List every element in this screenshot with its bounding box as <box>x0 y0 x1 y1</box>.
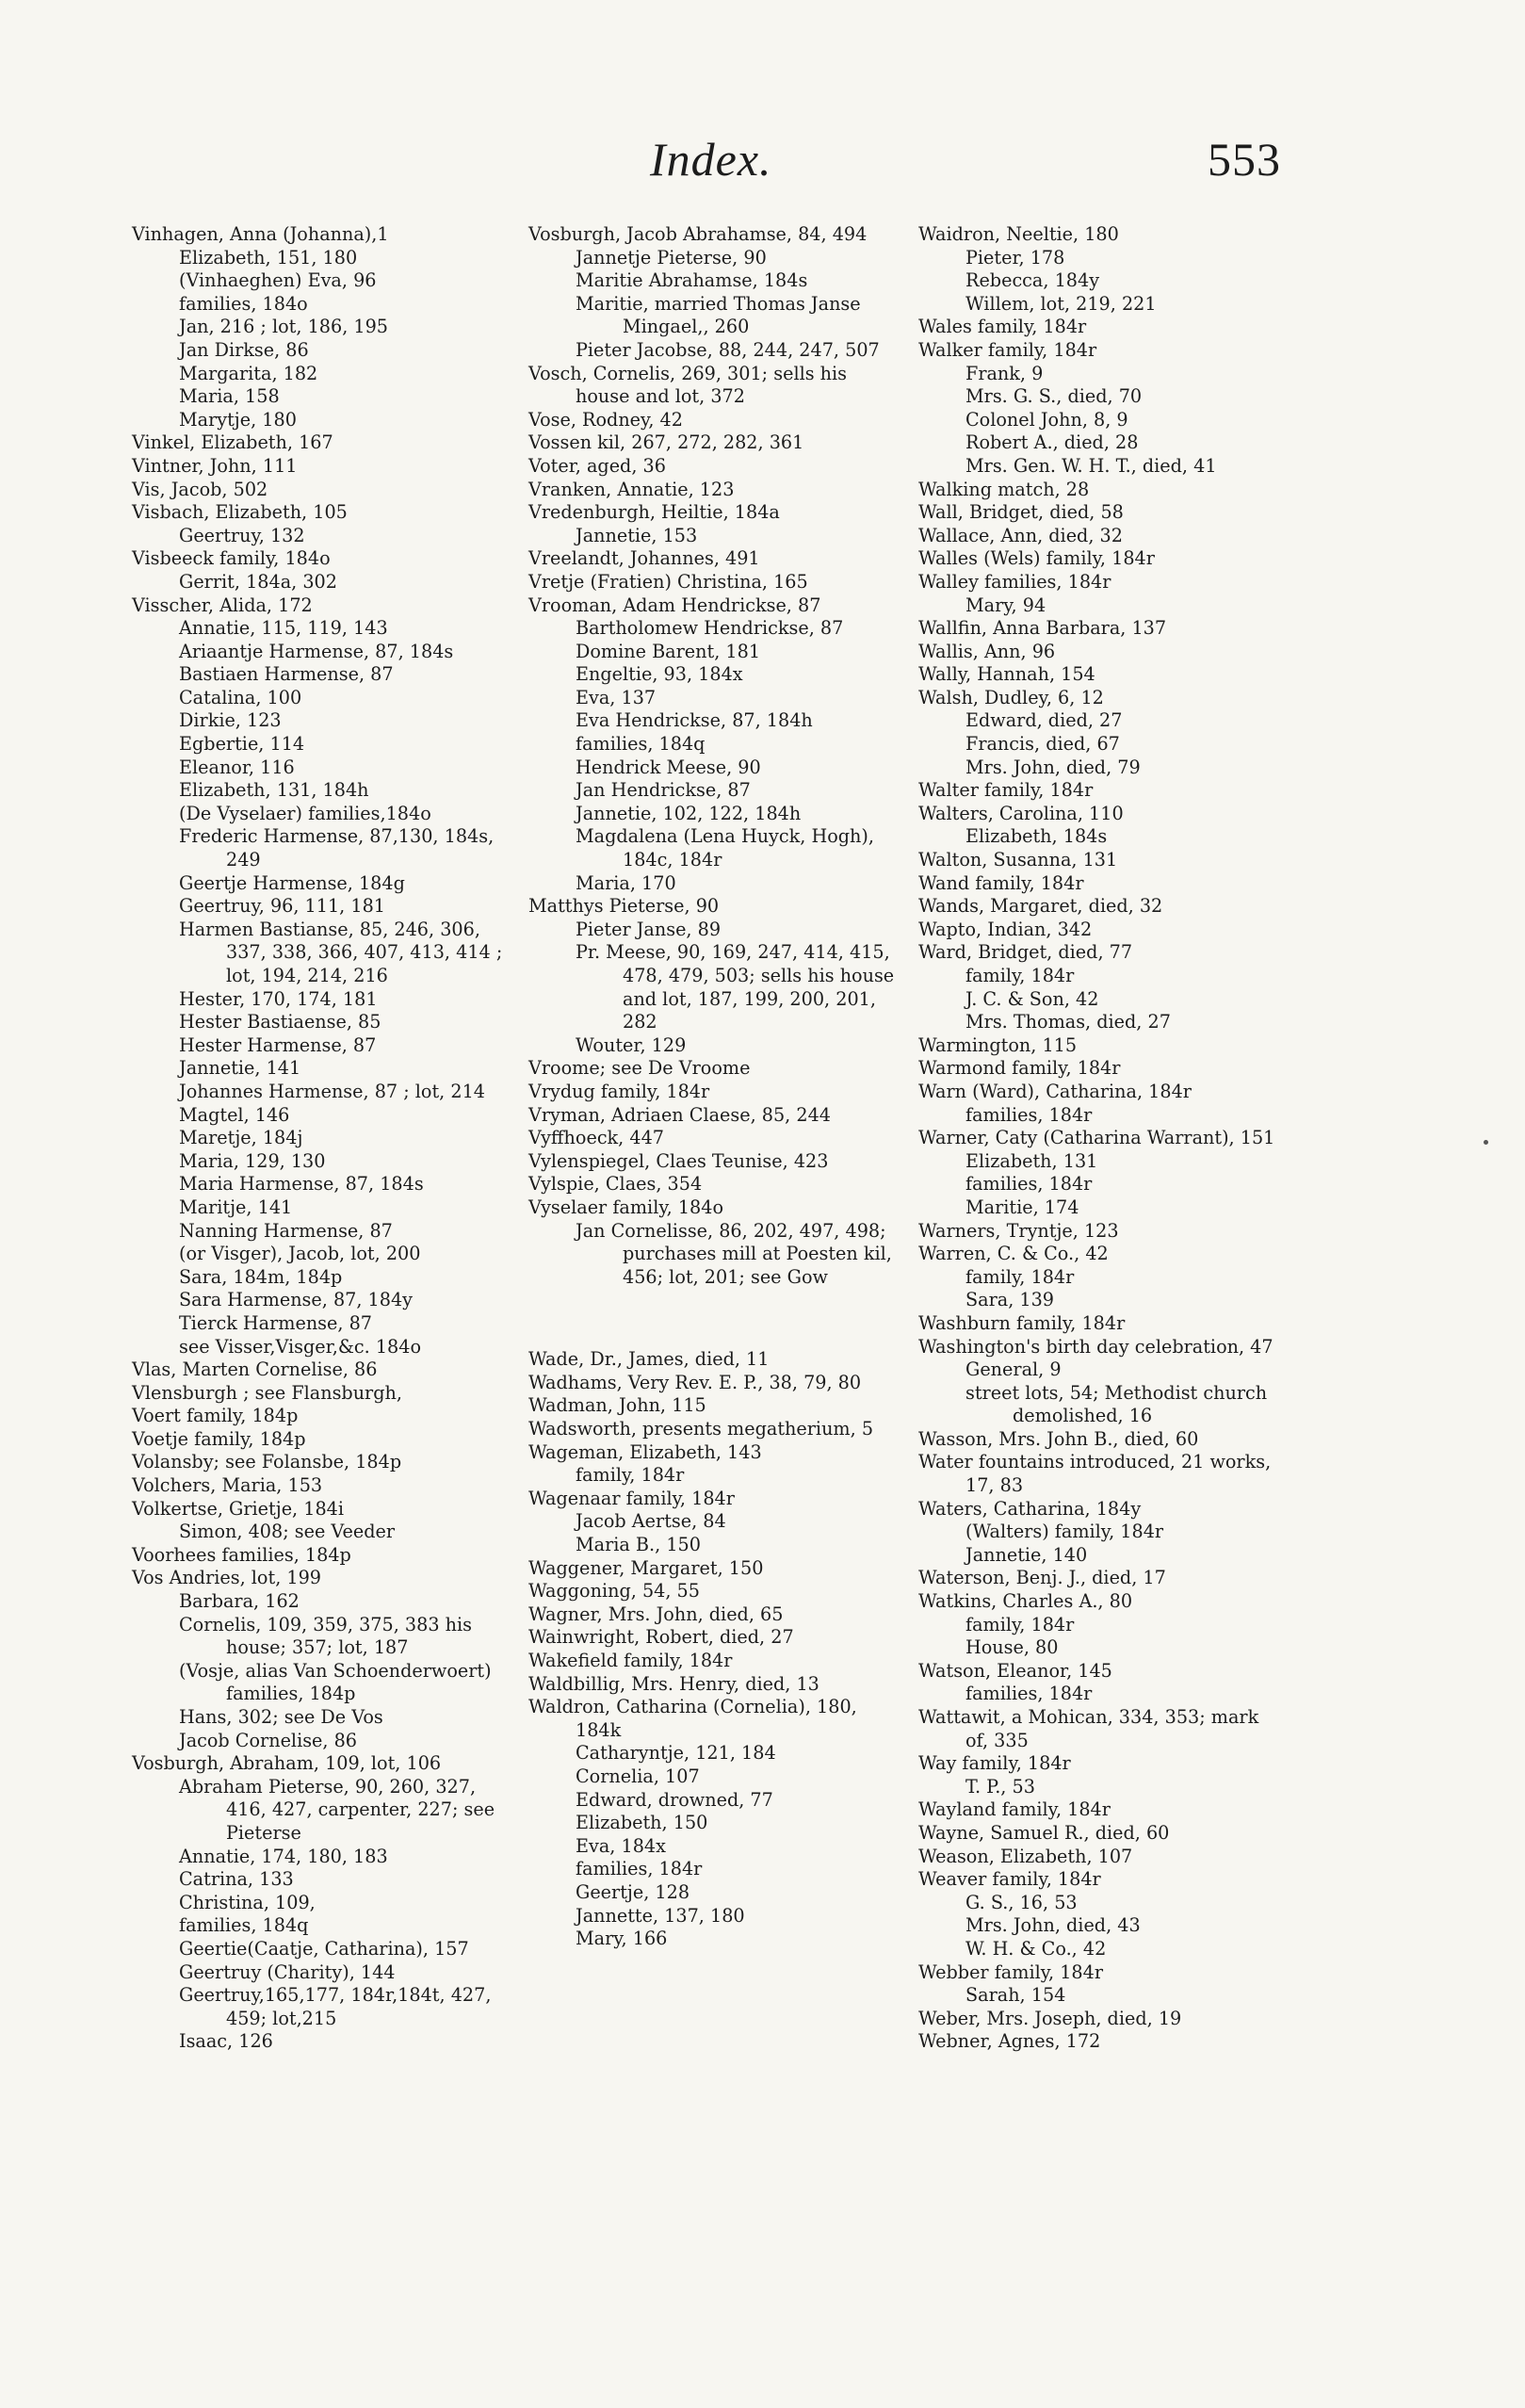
index-entry: Wallfin, Anna Barbara, 137 <box>918 617 1167 640</box>
index-entry: Vos Andries, lot, 199 <box>132 1567 322 1589</box>
index-subentry: J. C. & Son, 42 <box>965 987 1099 1010</box>
index-entry: Wainwright, Robert, died, 27 <box>528 1626 794 1649</box>
index-subentry: Sara Harmense, 87, 184y <box>179 1289 414 1311</box>
index-subentry: G. S., 16, 53 <box>965 1891 1078 1913</box>
index-entry: Wales family, 184r <box>918 316 1087 338</box>
index-subentry: Sarah, 154 <box>965 1984 1066 2007</box>
index-subentry: families, 184r <box>965 1683 1093 1705</box>
index-subentry: House, 80 <box>965 1636 1059 1659</box>
index-entry: Vyselaer family, 184o <box>528 1196 723 1218</box>
index-subentry: Mrs. Gen. W. H. T., died, 41 <box>965 454 1217 477</box>
index-subentry: Maritie, 174 <box>965 1196 1079 1218</box>
index-subentry: Colonel John, 8, 9 <box>965 408 1128 431</box>
index-entry: Visbeeck family, 184o <box>132 547 331 570</box>
index-subentry: Maritie, married Thomas Janse Mingael,, 260 <box>576 292 861 338</box>
index-subentry: Catharyntje, 121, 184 <box>576 1742 776 1765</box>
index-subentry: Mrs. G. S., died, 70 <box>965 385 1143 408</box>
index-subentry: Elizabeth, 150 <box>576 1812 708 1834</box>
index-entry: Vinhagen, Anna (Johanna),1 <box>132 223 389 245</box>
index-entry: Vlas, Marten Cornelise, 86 <box>132 1359 378 1381</box>
index-subentry: Christina, 109, <box>179 1891 316 1913</box>
index-subentry: Pieter Janse, 89 <box>576 918 722 940</box>
index-subentry: Hester Harmense, 87 <box>179 1033 377 1056</box>
index-entry: Vylspie, Claes, 354 <box>528 1173 703 1196</box>
index-subentry: families, 184q <box>179 1914 309 1937</box>
index-subentry: Hans, 302; see De Vos <box>179 1706 383 1728</box>
index-entry: Vrydug family, 184r <box>528 1080 710 1102</box>
index-entry: Warners, Tryntje, 123 <box>918 1219 1119 1242</box>
index-subentry: Geertruy,165,177, 184r,184t, 427, 459; lot,215 <box>179 1984 492 2029</box>
index-subentry: Geertie(Caatje, Catharina), 157 <box>179 1937 469 1960</box>
index-entry: Wands, Margaret, died, 32 <box>918 895 1163 918</box>
index-subentry: Jannette, 137, 180 <box>576 1904 745 1927</box>
index-subentry: Catrina, 133 <box>179 1868 294 1891</box>
index-entry: Waldbillig, Mrs. Henry, died, 13 <box>528 1672 819 1695</box>
index-entry: Waggoning, 54, 55 <box>528 1580 700 1603</box>
index-subentry: Engeltie, 93, 184x <box>576 663 743 686</box>
index-entry: Walters, Carolina, 110 <box>918 802 1124 824</box>
index-subentry: Bastiaen Harmense, 87 <box>179 663 394 686</box>
index-entry: Weaver family, 184r <box>918 1868 1101 1891</box>
index-entry: Vroome; see De Vroome <box>528 1057 751 1080</box>
index-subentry: Harmen Bastianse, 85, 246, 306, 337, 338, 366, 407, 413, 414 ; lot, 194, 214, 216 <box>179 918 503 986</box>
index-entry: Walking match, 28 <box>918 478 1090 500</box>
index-entry: Vylenspiegel, Claes Teunise, 423 <box>528 1149 829 1172</box>
index-subentry: Abraham Pieterse, 90, 260, 327, 416, 427, carpenter, 227; see Pieterse <box>179 1775 495 1844</box>
index-subentry: Frederic Harmense, 87,130, 184s, 249 <box>179 825 495 871</box>
index-subentry: Mrs. Thomas, died, 27 <box>965 1011 1171 1033</box>
index-subentry: families, 184q <box>576 733 706 756</box>
index-subentry: Marytje, 180 <box>179 408 297 431</box>
index-subentry: W. H. & Co., 42 <box>965 1937 1107 1960</box>
index-entry: Voetje family, 184p <box>132 1427 306 1450</box>
index-subentry: Isaac, 126 <box>179 2030 273 2053</box>
index-subentry: Pieter Jacobse, 88, 244, 247, 507 <box>576 338 880 361</box>
index-subentry: Maria, 158 <box>179 385 280 408</box>
index-subentry: street lots, 54; Methodist church demolished, 16 <box>965 1381 1268 1427</box>
index-subentry: families, 184o <box>179 292 308 315</box>
index-subentry: Cornelia, 107 <box>576 1765 700 1787</box>
index-subentry: families, 184r <box>965 1173 1093 1196</box>
index-entry: Walker family, 184r <box>918 338 1097 361</box>
index-subentry: Maria, 129, 130 <box>179 1149 326 1172</box>
index-entry: Volkertse, Grietje, 184i <box>132 1497 345 1520</box>
index-subentry: Hester Bastiaense, 85 <box>179 1011 381 1033</box>
index-subentry: Johannes Harmense, 87 ; lot, 214 <box>179 1080 486 1102</box>
index-subentry: family, 184r <box>576 1464 685 1487</box>
index-subentry: Maria Harmense, 87, 184s <box>179 1173 424 1196</box>
index-entry: Way family, 184r <box>918 1752 1071 1775</box>
index-subentry: Bartholomew Hendrickse, 87 <box>576 617 844 640</box>
index-entry: Walter family, 184r <box>918 779 1094 802</box>
index-subentry: Jannetie, 153 <box>576 524 698 546</box>
index-entry: Visbach, Elizabeth, 105 <box>132 501 348 524</box>
index-entry: Vis, Jacob, 502 <box>132 478 268 500</box>
index-entry: Warmington, 115 <box>918 1033 1078 1056</box>
index-entry: Vinkel, Elizabeth, 167 <box>132 431 333 454</box>
index-entry: Wally, Hannah, 154 <box>918 663 1095 686</box>
index-subentry: Geertruy (Charity), 144 <box>179 1961 396 1983</box>
index-subentry: Ariaantje Harmense, 87, 184s <box>179 640 454 662</box>
index-subentry: T. P., 53 <box>965 1775 1035 1798</box>
page-number: 553 <box>1208 133 1281 186</box>
index-subentry: family, 184r <box>965 1613 1075 1635</box>
index-entry: Wall, Bridget, died, 58 <box>918 501 1124 524</box>
index-entry: Voorhees families, 184p <box>132 1543 351 1566</box>
index-subentry: Geertje, 128 <box>576 1880 690 1903</box>
index-subentry: Willem, lot, 219, 221 <box>965 292 1157 315</box>
index-entry: Vreelandt, Johannes, 491 <box>528 547 760 570</box>
index-subentry: Edward, drowned, 77 <box>576 1788 773 1811</box>
index-entry: Vlensburgh ; see Flansburgh, <box>132 1381 402 1404</box>
index-entry: Wadhams, Very Rev. E. P., 38, 79, 80 <box>528 1371 862 1393</box>
index-entry: Washburn family, 184r <box>918 1311 1126 1334</box>
index-subentry: Maria B., 150 <box>576 1534 701 1556</box>
index-subentry: Wouter, 129 <box>576 1033 687 1056</box>
index-subentry: Pieter, 178 <box>965 246 1065 268</box>
index-subentry: Cornelis, 109, 359, 375, 383 his house; 357; lot, 187 <box>179 1613 472 1659</box>
index-subentry: Maritie Abrahamse, 184s <box>576 269 808 292</box>
index-entry: Weason, Elizabeth, 107 <box>918 1845 1133 1867</box>
index-subentry: Simon, 408; see Veeder <box>179 1521 396 1543</box>
index-entry: Matthys Pieterse, 90 <box>528 895 720 918</box>
index-entry: Wadsworth, presents megatherium, 5 <box>528 1418 874 1440</box>
index-subentry: Jan Dirkse, 86 <box>179 338 309 361</box>
index-subentry: General, 9 <box>965 1359 1062 1381</box>
index-subentry: Elizabeth, 131, 184h <box>179 779 369 802</box>
index-subentry: Eva, 137 <box>576 686 657 708</box>
page-title: Index. <box>650 133 772 186</box>
index-entry: Waters, Catharina, 184y <box>918 1497 1142 1520</box>
index-entry: Voter, aged, 36 <box>528 454 666 477</box>
index-entry: Wayne, Samuel R., died, 60 <box>918 1821 1170 1844</box>
index-subentry: Jannetie, 140 <box>965 1543 1088 1566</box>
index-entry: Wageman, Elizabeth, 143 <box>528 1440 762 1463</box>
index-subentry: families, 184r <box>965 1103 1093 1126</box>
index-subentry: (De Vyselaer) families,184o <box>179 802 431 824</box>
index-entry: Vosch, Cornelis, 269, 301; sells his house and lot, 372 <box>528 362 848 408</box>
index-subentry: Magdalena (Lena Huyck, Hogh), 184c, 184r <box>576 825 874 871</box>
index-entry: Walley families, 184r <box>918 570 1111 593</box>
index-subentry: Elizabeth, 184s <box>965 825 1108 848</box>
index-subentry: Pr. Meese, 90, 169, 247, 414, 415, 478, 479, 503; sells his house and lot, 187, 199, 200, 201, 282 <box>576 941 895 1033</box>
index-subentry: Rebecca, 184y <box>965 269 1100 292</box>
index-entry: Wadman, John, 115 <box>528 1394 706 1417</box>
index-entry: Webner, Agnes, 172 <box>918 2030 1101 2053</box>
index-entry: Watkins, Charles A., 80 <box>918 1590 1133 1613</box>
index-subentry: (Vinhaeghen) Eva, 96 <box>179 269 377 292</box>
index-entry: Wagner, Mrs. John, died, 65 <box>528 1603 784 1625</box>
index-entry: Voert family, 184p <box>132 1405 299 1427</box>
index-subentry: Eva Hendrickse, 87, 184h <box>576 709 813 732</box>
index-subentry: Mary, 94 <box>965 594 1046 616</box>
index-entry: Vranken, Annatie, 123 <box>528 478 735 500</box>
index-subentry: Jan Cornelisse, 86, 202, 497, 498; purchases mill at Poesten kil, 456; lot, 201; see Gow <box>576 1219 892 1288</box>
index-entry: Warren, C. & Co., 42 <box>918 1243 1109 1265</box>
index-subentry: families, 184r <box>576 1858 703 1880</box>
index-entry: Vyffhoeck, 447 <box>528 1127 665 1149</box>
index-entry: Waggener, Margaret, 150 <box>528 1556 764 1579</box>
index-column-2 <box>528 223 898 1951</box>
index-subentry: Tierck Harmense, 87 <box>179 1311 373 1334</box>
index-subentry: Annatie, 115, 119, 143 <box>179 617 388 640</box>
index-subentry: Sara, 139 <box>965 1289 1055 1311</box>
index-subentry: Gerrit, 184a, 302 <box>179 570 337 593</box>
index-entry: Wallis, Ann, 96 <box>918 640 1056 662</box>
index-entry: Wayland family, 184r <box>918 1798 1111 1821</box>
index-entry: Vosburgh, Abraham, 109, lot, 106 <box>132 1752 442 1775</box>
index-entry: Wapto, Indian, 342 <box>918 918 1093 940</box>
index-subentry: Hendrick Meese, 90 <box>576 756 761 778</box>
index-entry: Wand family, 184r <box>918 871 1084 894</box>
index-subentry: Elizabeth, 131 <box>965 1149 1098 1172</box>
index-entry: Vredenburgh, Heiltie, 184a <box>528 501 780 524</box>
index-entry: Wagenaar family, 184r <box>528 1487 735 1509</box>
index-subentry: Frank, 9 <box>965 362 1044 384</box>
index-entry: Walton, Susanna, 131 <box>918 849 1118 871</box>
index-subentry: Nanning Harmense, 87 <box>179 1219 393 1242</box>
index-entry: Vossen kil, 267, 272, 282, 361 <box>528 431 804 454</box>
index-subentry: (Walters) family, 184r <box>965 1521 1164 1543</box>
index-subentry: Robert A., died, 28 <box>965 431 1139 454</box>
index-subentry: Maritje, 141 <box>179 1196 293 1218</box>
index-subentry: Domine Barent, 181 <box>576 640 761 662</box>
index-subentry: Geertruy, 132 <box>179 524 305 546</box>
index-subentry: Hester, 170, 174, 181 <box>179 987 378 1010</box>
index-entry: Watson, Eleanor, 145 <box>918 1659 1112 1682</box>
index-subentry: Mrs. John, died, 79 <box>965 756 1141 778</box>
index-subentry: Francis, died, 67 <box>965 733 1120 756</box>
index-entry: Wallace, Ann, died, 32 <box>918 524 1123 546</box>
index-subentry: family, 184r <box>965 965 1075 986</box>
index-entry: Vretje (Fratien) Christina, 165 <box>528 570 808 593</box>
index-subentry: Egbertie, 114 <box>179 733 305 756</box>
index-subentry: Sara, 184m, 184p <box>179 1265 343 1288</box>
index-subentry: Dirkie, 123 <box>179 709 282 732</box>
index-subentry: (or Visger), Jacob, lot, 200 <box>179 1243 421 1265</box>
index-entry: Waldron, Catharina (Cornelia), 180, 184k <box>528 1696 857 1741</box>
index-entry: Vose, Rodney, 42 <box>528 408 683 431</box>
index-subentry: Barbara, 162 <box>179 1590 300 1613</box>
index-subentry: Margarita, 182 <box>179 362 318 384</box>
index-entry: Vosburgh, Jacob Abrahamse, 84, 494 <box>528 223 868 245</box>
index-subentry: (Vosje, alias Van Schoenderwoert) families, 184p <box>179 1659 492 1705</box>
index-subentry: Mrs. John, died, 43 <box>965 1914 1141 1937</box>
index-subentry: Eleanor, 116 <box>179 756 295 778</box>
index-subentry: Maretje, 184j <box>179 1127 303 1149</box>
index-subentry: Jacob Cornelise, 86 <box>179 1729 358 1751</box>
index-column-1 <box>132 223 505 2054</box>
index-subentry: Eva, 184x <box>576 1834 666 1857</box>
index-entry: Water fountains introduced, 21 works, 17, 83 <box>918 1451 1272 1497</box>
index-entry: Warn (Ward), Catharina, 184r <box>918 1080 1192 1102</box>
index-subentry: Geertruy, 96, 111, 181 <box>179 895 385 918</box>
index-subentry: Geertje Harmense, 184g <box>179 871 405 894</box>
index-entry: Wade, Dr., James, died, 11 <box>528 1348 770 1371</box>
index-subentry: Jannetie, 141 <box>179 1057 301 1080</box>
index-entry: Weber, Mrs. Joseph, died, 19 <box>918 2007 1182 2029</box>
index-entry: Wakefield family, 184r <box>528 1650 733 1671</box>
index-entry: Warmond family, 184r <box>918 1057 1121 1080</box>
index-entry: Visscher, Alida, 172 <box>132 594 313 616</box>
index-entry: Warner, Caty (Catharina Warrant), 151 <box>918 1127 1275 1149</box>
index-entry: Vryman, Adriaen Claese, 85, 244 <box>528 1103 832 1126</box>
index-column-3 <box>918 223 1282 2054</box>
index-subentry: Edward, died, 27 <box>965 709 1123 732</box>
index-entry: Waterson, Benj. J., died, 17 <box>918 1567 1166 1589</box>
index-subentry: Jan Hendrickse, 87 <box>576 779 751 802</box>
stray-ink-mark <box>1484 1140 1488 1145</box>
index-subentry: Jannetie, 102, 122, 184h <box>576 802 802 824</box>
index-subentry: Elizabeth, 151, 180 <box>179 246 358 268</box>
index-entry: Webber family, 184r <box>918 1961 1103 1983</box>
section-gap <box>528 1308 898 1331</box>
index-subentry: see Visser,Visger,&c. 184o <box>179 1335 422 1358</box>
index-entry: Vrooman, Adam Hendrickse, 87 <box>528 594 821 616</box>
index-subentry: Annatie, 174, 180, 183 <box>179 1845 388 1867</box>
index-entry: Wattawit, a Mohican, 334, 353; mark of, 335 <box>918 1706 1259 1751</box>
index-entry: Walles (Wels) family, 184r <box>918 547 1155 570</box>
index-subentry: Jannetje Pieterse, 90 <box>576 246 767 268</box>
index-subentry: Jan, 216 ; lot, 186, 195 <box>179 316 389 338</box>
index-entry: Ward, Bridget, died, 77 <box>918 941 1133 964</box>
index-subentry: family, 184r <box>965 1265 1075 1288</box>
index-subentry: Catalina, 100 <box>179 686 302 708</box>
index-subentry: Magtel, 146 <box>179 1103 290 1126</box>
index-entry: Volchers, Maria, 153 <box>132 1474 323 1497</box>
index-subentry: Maria, 170 <box>576 871 676 894</box>
index-subentry: Mary, 166 <box>576 1928 668 1950</box>
index-subentry: Jacob Aertse, 84 <box>576 1510 726 1533</box>
index-entry: Waidron, Neeltie, 180 <box>918 223 1119 245</box>
index-entry: Wasson, Mrs. John B., died, 60 <box>918 1427 1199 1450</box>
index-entry: Volansby; see Folansbe, 184p <box>132 1451 402 1473</box>
index-entry: Washington's birth day celebration, 47 <box>918 1335 1274 1358</box>
index-entry: Walsh, Dudley, 6, 12 <box>918 686 1104 708</box>
index-entry: Vintner, John, 111 <box>132 454 298 477</box>
